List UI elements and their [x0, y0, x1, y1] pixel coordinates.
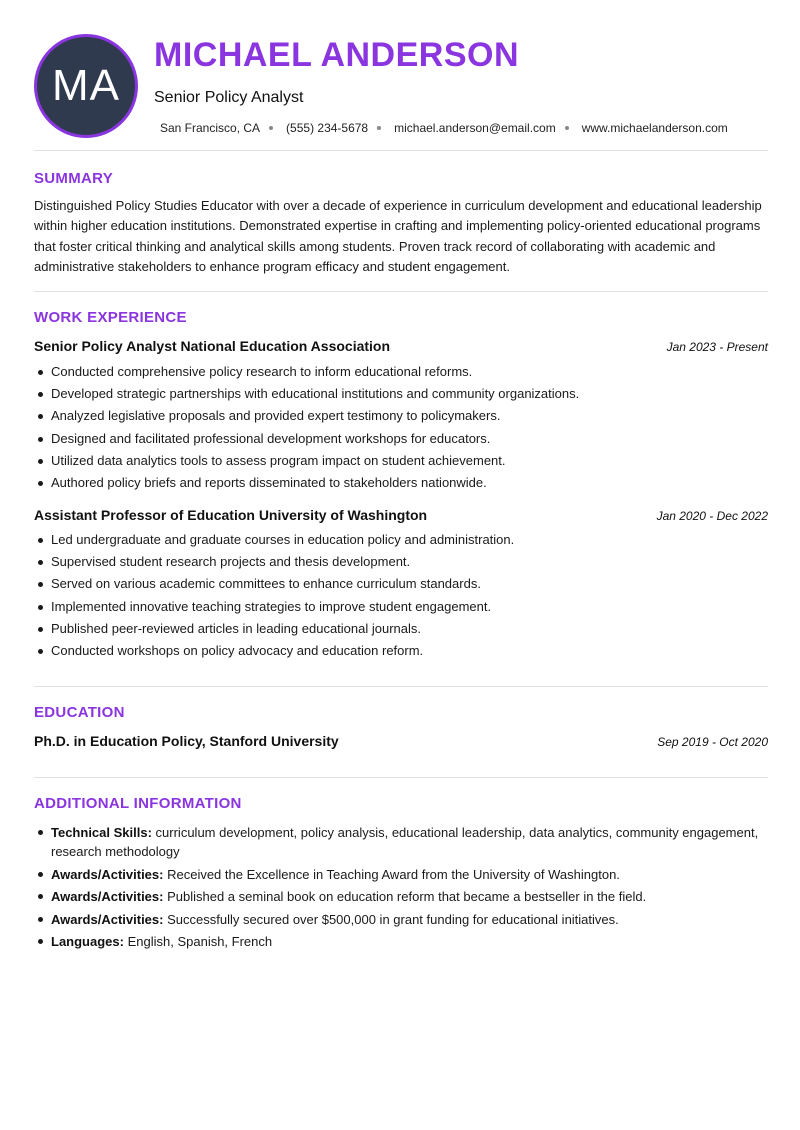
list-item: Designed and facilitated professional development workshops for educators. — [51, 431, 768, 447]
contact-bar — [160, 121, 728, 135]
list-item — [51, 887, 768, 906]
info-label: Awards/Activities: — [51, 889, 164, 904]
info-label: Technical Skills: — [51, 825, 152, 840]
list-item: Led undergraduate and graduate courses in education policy and administration. — [51, 532, 768, 548]
job-date: Jan 2023 - Present — [666, 340, 768, 354]
list-item: Developed strategic partnerships with educational institutions and community organizations. — [51, 386, 768, 402]
additional-info-list — [51, 823, 768, 955]
job-role: Senior Policy Analyst National Education Association — [34, 338, 391, 354]
divider — [34, 777, 768, 778]
contact-website[interactable]: www.michaelanderson.com — [581, 121, 728, 135]
info-label: Awards/Activities: — [51, 866, 164, 882]
info-label: Languages: — [51, 934, 124, 949]
list-item: Served on various academic committees to enhance curriculum standards. — [51, 576, 768, 592]
info-text: English, Spanish, French — [127, 934, 273, 949]
list-item: Conducted workshops on policy advocacy and education reform. — [51, 643, 768, 659]
separator-dot-icon — [377, 126, 381, 130]
list-item: Implemented innovative teaching strategies to improve student engagement. — [51, 599, 768, 615]
summary-text: Distinguished Policy Studies Educator with over a decade of experience in curriculum development and educational leadership within higher education institutions. Demonstrated expertise in crafting and implementing policy-oriented educational programs that foster critical thinking and analytical skills among students. Proven track record of collaborating with academic and administrative stakeholders to enhance program efficacy and student engagement. — [34, 198, 762, 274]
divider — [34, 291, 768, 292]
contact-email[interactable]: michael.anderson@email.com — [394, 121, 556, 135]
list-item: Published peer-reviewed articles in leading educational journals. — [51, 621, 768, 637]
contact-location: San Francisco, CA — [160, 121, 261, 135]
education-degree: Ph.D. in Education Policy, Stanford University — [34, 733, 339, 749]
list-item: Analyzed legislative proposals and provided expert testimony to policymakers. — [51, 408, 768, 424]
list-item: Utilized data analytics tools to assess program impact on student achievement. — [51, 453, 768, 469]
candidate-name: MICHAEL ANDERSON — [154, 36, 520, 74]
list-item: Conducted comprehensive policy research to inform educational reforms. — [51, 364, 768, 380]
list-item — [51, 932, 768, 951]
work-experience-heading: WORK EXPERIENCE — [34, 309, 187, 326]
divider — [34, 150, 768, 151]
job-date: Jan 2020 - Dec 2022 — [656, 509, 768, 523]
education-entry — [34, 733, 768, 751]
resume-header — [34, 34, 768, 138]
job-bullets — [51, 532, 768, 665]
list-item: Supervised student research projects and thesis development. — [51, 554, 768, 570]
job-bullets — [51, 364, 768, 497]
candidate-title: Senior Policy Analyst — [154, 89, 304, 106]
summary-heading: SUMMARY — [34, 170, 114, 187]
info-text: curriculum development, policy analysis, educational leadership, data analytics, community engagement, research methodology — [51, 825, 759, 859]
info-text: Published a seminal book on education reform that became a bestseller in the field. — [167, 889, 647, 904]
avatar-initials: MA — [52, 61, 120, 110]
job-header — [34, 507, 768, 525]
info-text: Successfully secured over $500,000 in grant funding for educational initiatives. — [167, 911, 619, 927]
list-item — [51, 865, 768, 884]
job-role: Assistant Professor of Education University of Washington — [34, 507, 428, 523]
separator-dot-icon — [565, 126, 569, 130]
info-text: Received the Excellence in Teaching Award from the University of Washington. — [167, 866, 620, 882]
list-item: Authored policy briefs and reports disseminated to stakeholders nationwide. — [51, 475, 768, 491]
list-item — [51, 823, 768, 861]
info-label: Awards/Activities: — [51, 911, 164, 927]
job-header — [34, 338, 768, 356]
separator-dot-icon — [269, 126, 273, 130]
list-item — [51, 910, 768, 929]
avatar — [34, 34, 138, 138]
education-date: Sep 2019 - Oct 2020 — [657, 735, 768, 749]
contact-phone: (555) 234-5678 — [286, 121, 369, 135]
divider — [34, 686, 768, 687]
education-heading: EDUCATION — [34, 704, 125, 721]
additional-info-heading: ADDITIONAL INFORMATION — [34, 795, 242, 812]
